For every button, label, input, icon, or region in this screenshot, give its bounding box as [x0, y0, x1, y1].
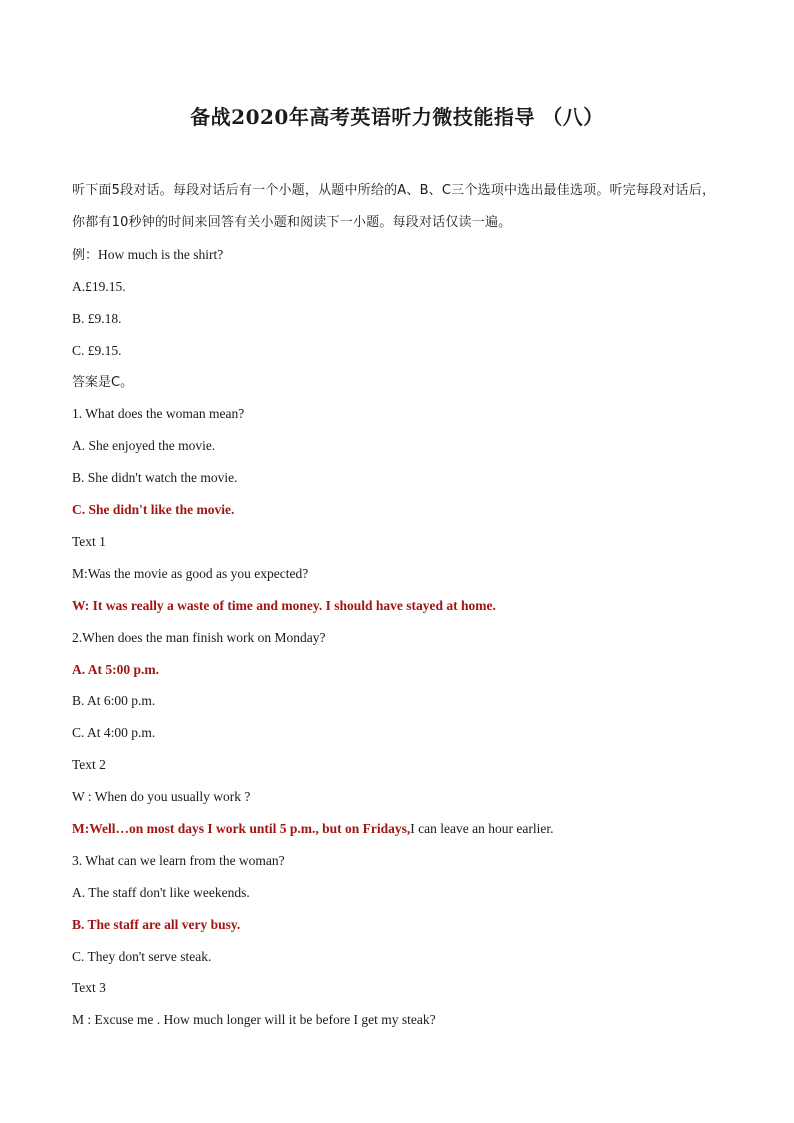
q1-option-a: A. She enjoyed the movie.	[72, 438, 216, 454]
question-1: 1. What does the woman mean?	[72, 406, 245, 422]
question-3: 3. What can we learn from the woman?	[72, 852, 285, 868]
q3-option-a: A. The staff don't like weekends.	[72, 884, 250, 900]
q2-option-c: C. At 4:00 p.m.	[72, 725, 156, 741]
example-answer: 答案是C。	[72, 374, 134, 390]
text-2-label: Text 2	[72, 757, 106, 773]
example-question	[72, 239, 724, 271]
q3-option-b-correct: B. The staff are all very busy.	[72, 916, 241, 932]
text-3-label: Text 3	[72, 980, 106, 996]
example-question-text: How much is the shirt?	[98, 247, 224, 262]
q1-option-c-correct: C. She didn't like the movie.	[72, 502, 235, 518]
example-prefix: 例：	[72, 248, 99, 263]
dialogue-text: I can leave an hour earlier.	[410, 821, 554, 837]
dialogue-text: M:Was the movie as good as you expected?	[72, 565, 309, 581]
text-1-label: Text 1	[72, 534, 106, 550]
dialogue-text: W : When do you usually work ?	[72, 789, 251, 805]
example-option-c: C. £9.15.	[72, 342, 122, 358]
instructions-paragraph: 听下面5段对话。每段对话后有一个小题，从题中所给的A、B、C三个选项中选出最佳选项。听完每段对话后，你都有10秒钟的时间来回答有关小题和阅读下一小题。每段对话仅读一遍。	[72, 183, 716, 230]
q1-option-b: B. She didn't watch the movie.	[72, 470, 238, 486]
dialogue-text: M : Excuse me . How much longer will it be before I get my steak?	[72, 1012, 436, 1028]
dialogue-highlight: W: It was really a waste of time and money. I should have stayed at home.	[72, 597, 496, 613]
text-2-dialogue-line-1	[72, 781, 724, 813]
dialogue-highlight: M:Well…on most days I work until 5 p.m., but on Fridays,	[72, 821, 411, 837]
document-body	[72, 175, 724, 1036]
text-1-dialogue-line-2	[72, 590, 724, 622]
example-option-b: B. £9.18.	[72, 310, 122, 326]
q2-option-a-correct: A. At 5:00 p.m.	[72, 661, 159, 677]
text-2-dialogue-line-2	[72, 813, 724, 845]
question-2: 2.When does the man finish work on Monday?	[72, 629, 326, 645]
q2-option-b: B. At 6:00 p.m.	[72, 693, 156, 709]
example-option-a: A.£19.15.	[72, 278, 126, 294]
page-title: 备战2020年高考英语听力微技能指导 （八）	[190, 105, 604, 129]
text-1-dialogue-line-1	[72, 558, 724, 590]
q3-option-c: C. They don't serve steak.	[72, 948, 212, 964]
text-3-dialogue-line-1	[72, 1004, 724, 1036]
